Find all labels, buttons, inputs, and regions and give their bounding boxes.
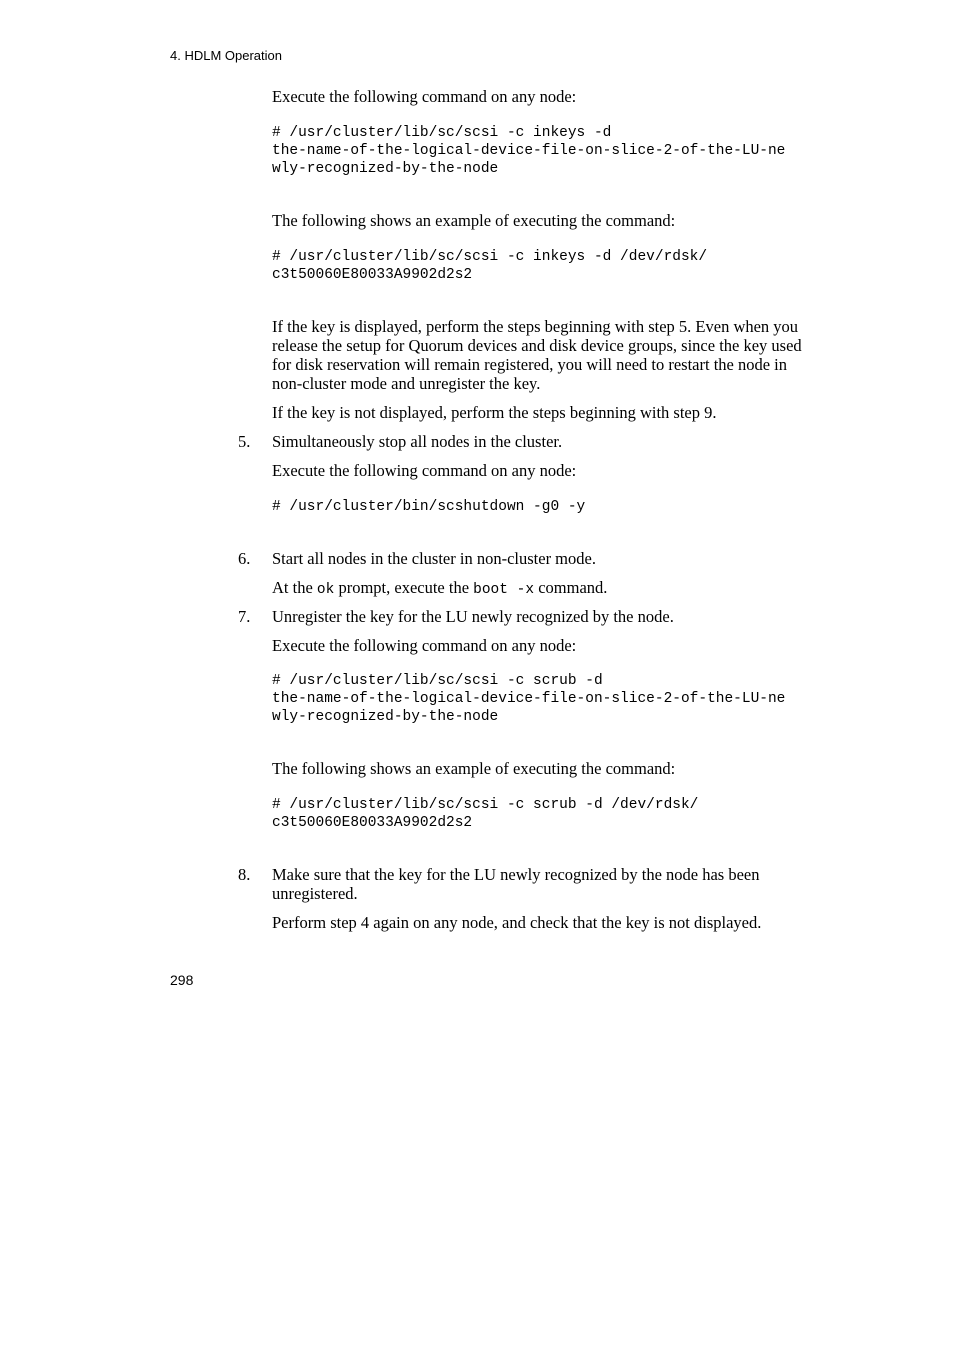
code-block xyxy=(272,672,785,726)
code-line: # /usr/cluster/lib/sc/scsi -c scrub -d xyxy=(272,673,603,689)
text-line: Make sure that the key for the LU newly recognized by the node has been xyxy=(272,865,760,884)
code-line: # /usr/cluster/lib/sc/scsi -c scrub -d /dev/rdsk/ xyxy=(272,797,699,813)
code-line: the-name-of-the-logical-device-file-on-slice-2-of-the-LU-ne xyxy=(272,143,786,159)
text-line: for disk reservation will remain registered, you will need to restart the node in xyxy=(272,355,788,374)
code-block xyxy=(272,796,698,832)
page-number: 298 xyxy=(170,972,194,988)
text-run: At the xyxy=(272,578,317,597)
step-number: 6. xyxy=(238,549,251,568)
code-line: # /usr/cluster/lib/sc/scsi -c inkeys -d xyxy=(272,125,612,141)
text-run: command. xyxy=(534,578,608,597)
code-line: # /usr/cluster/lib/sc/scsi -c inkeys -d /dev/rdsk/ xyxy=(272,249,708,265)
code-line: wly-recognized-by-the-node xyxy=(272,161,499,177)
code-block xyxy=(272,248,707,284)
paragraph xyxy=(272,578,607,600)
paragraph: Execute the following command on any node: xyxy=(272,87,577,106)
text-run: prompt, execute the xyxy=(334,578,474,597)
inline-code: ok xyxy=(316,582,335,598)
code-line: c3t50060E80033A9902d2s2 xyxy=(272,815,473,831)
step-number: 7. xyxy=(238,607,251,626)
step-text xyxy=(272,865,760,903)
paragraph: The following shows an example of executing the command: xyxy=(272,211,676,230)
step-text: Simultaneously stop all nodes in the cluster. xyxy=(272,432,563,451)
text-line: If the key is displayed, perform the steps beginning with step 5. Even when you xyxy=(272,317,799,336)
text-line: release the setup for Quorum devices and disk device groups, since the key used xyxy=(272,336,802,355)
text-line: non-cluster mode and unregister the key. xyxy=(272,374,541,393)
code-block xyxy=(272,124,785,178)
paragraph: Execute the following command on any node: xyxy=(272,636,577,655)
step-number: 8. xyxy=(238,865,251,884)
paragraph: Execute the following command on any node: xyxy=(272,461,577,480)
code-line: wly-recognized-by-the-node xyxy=(272,709,499,725)
step-text: Unregister the key for the LU newly recognized by the node. xyxy=(272,607,674,626)
step-number: 5. xyxy=(238,432,251,451)
inline-code: boot -x xyxy=(473,582,535,598)
step-text: Start all nodes in the cluster in non-cluster mode. xyxy=(272,549,596,568)
code-block: # /usr/cluster/bin/scshutdown -g0 -y xyxy=(272,499,586,515)
running-header: 4. HDLM Operation xyxy=(170,48,282,63)
paragraph xyxy=(272,317,802,393)
paragraph: Perform step 4 again on any node, and check that the key is not displayed. xyxy=(272,913,762,932)
text-line: unregistered. xyxy=(272,884,358,903)
code-line: c3t50060E80033A9902d2s2 xyxy=(272,267,473,283)
paragraph: The following shows an example of executing the command: xyxy=(272,759,676,778)
paragraph: If the key is not displayed, perform the steps beginning with step 9. xyxy=(272,403,717,422)
code-line: the-name-of-the-logical-device-file-on-slice-2-of-the-LU-ne xyxy=(272,691,786,707)
